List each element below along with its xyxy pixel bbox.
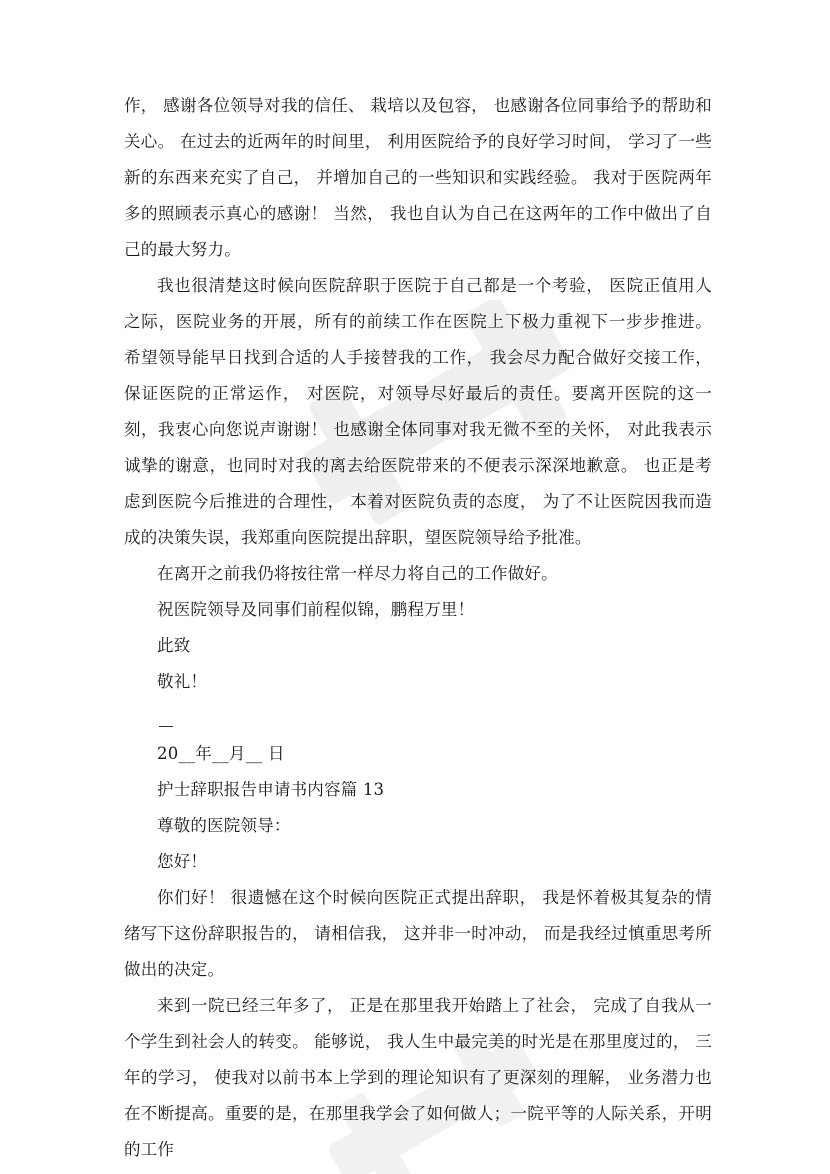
section-title: 护士辞职报告申请书内容篇 13 — [157, 780, 385, 799]
paragraph-3: 你们好！ 很遗憾在这个时候向医院正式提出辞职， 我是怀着极其复杂的情绪写下这份辞职报告的， 请相信我， 这并非一时冲动， 而是我经过慎重思考所做出的决定。 — [124, 888, 712, 979]
salutation: 尊敬的医院领导： — [157, 816, 291, 835]
closing-line-4: 敬礼！ — [157, 672, 208, 691]
closing-line-2: 祝医院领导及同事们前程似锦，鹏程万里！ — [157, 600, 475, 619]
signature-rule — [124, 700, 712, 736]
greeting: 您好！ — [157, 852, 208, 871]
date-line: 20__年__月__ 日 — [157, 744, 285, 763]
paragraph-2: 我也很清楚这时候向医院辞职于医院于自己都是一个考验， 医院正值用人之际，医院业务的开展，所有的前续工作在医院上下极力重视下一步步推进。 希望领导能早日找到合适的人手接替我的工作， 我会尽力配合做好交接工作， 保证医院的正常运作， 对医院，对领导尽好最后的责任。要离开医院的这一刻，我衷心向您说声谢谢！ 也感谢全体同事对我无微不至的关怀， 对此我表示诚挚的谢意，也同时对我的离去给医院带来的不便表示深深地歉意。 也正是考虑到医院今后推进的合理性， 本着对医院负责的态度， 为了不让医院因我而造成的决策失误，我郑重向医院提出辞职，望医院领导给予批准。 — [124, 276, 718, 547]
closing-line-1: 在离开之前我仍将按往常一样尽力将自己的工作做好。 — [157, 564, 558, 583]
paragraph-1: 作， 感谢各位领导对我的信任、 栽培以及包容， 也感谢各位同事给予的帮助和关心。 在过去的近两年的时间里， 利用医院给予的良好学习时间， 学习了一些新的东西来充实了自己， 并增加自己的一些知识和实践经验。 我对于医院两年多的照顾表示真心的感谢！ 当然， 我也自认为自己在这两年的工作中做出了自己的最大努力。 — [124, 96, 712, 259]
closing-line-3: 此致 — [157, 636, 191, 655]
paragraph-4: 来到一院已经三年多了， 正是在那里我开始踏上了社会， 完成了自我从一个学生到社会人的转变。 能够说， 我人生中最完美的时光是在那里度过的， 三年的学习， 使我对以前书本上学到的理论知识有了更深刻的理解， 业务潜力也在不断提高。重要的是，在那里我学会了如何做人；一院平等的人际关系，开明的工作 — [124, 996, 712, 1159]
document-body — [124, 88, 718, 1168]
